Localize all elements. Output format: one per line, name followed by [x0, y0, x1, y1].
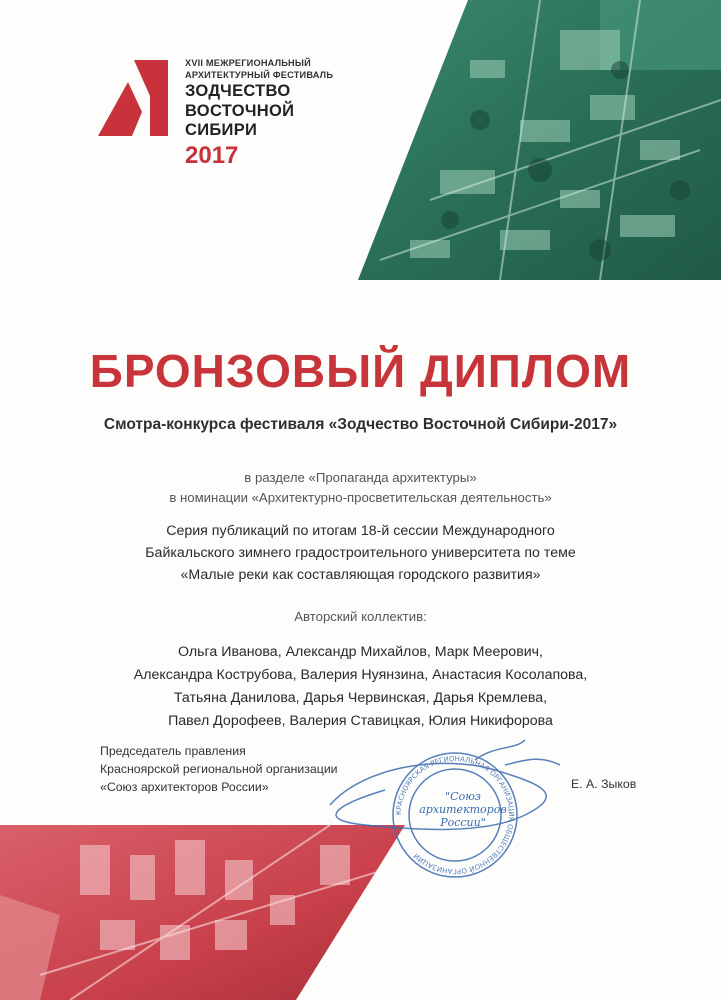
nomination-line: в номинации «Архитектурно-просветительская деятельность» [169, 490, 552, 505]
festival-logo-icon [98, 60, 170, 136]
work-description [0, 520, 721, 586]
festival-line1: XVII МЕЖРЕГИОНАЛЬНЫЙ [185, 58, 311, 68]
chairman-line1: Председатель правления [100, 744, 246, 758]
signer-name: Е. А. Зыков [571, 777, 637, 791]
diploma-title: БРОНЗОВЫЙ ДИПЛОМ [89, 345, 632, 397]
chairman-line2: Красноярской региональной организации [100, 762, 338, 776]
stamp-center-text [418, 790, 508, 829]
chairman-line3: «Союз архитекторов России» [100, 780, 269, 794]
authors-line2: Александра Кострубова, Валерия Нуянзина, Анастасия Косолапова, [133, 667, 588, 683]
authors-line1: Ольга Иванова, Александр Михайлов, Марк Меерович, [178, 644, 543, 660]
festival-name2: ВОСТОЧНОЙ [185, 101, 295, 120]
work-line3: «Малые реки как составляющая городского развития» [180, 567, 541, 583]
festival-year: 2017 [185, 141, 239, 169]
work-line2: Байкальского зимнего градостроительного университета по теме [145, 545, 576, 561]
stamp-center-line1: "Союз [445, 790, 481, 803]
section-line: в разделе «Пропаганда архитектуры» [244, 470, 477, 485]
section-block [0, 468, 721, 508]
festival-name1: ЗОДЧЕСТВО [185, 82, 291, 100]
stamp-center-line2: архитекторов [419, 803, 507, 816]
stamp-ring-text: КРАСНОЯРСКАЯ РЕГИОНАЛЬНАЯ ОРГАНИЗАЦИЯ ОБЩЕСТВЕННОЙ ОРГАНИЗАЦИИ [394, 754, 516, 876]
authors-label: Авторский коллектив: [294, 609, 427, 624]
festival-logo-text [185, 57, 385, 169]
authors-line4: Павел Дорофеев, Валерия Ставицкая, Юлия Никифорова [168, 713, 553, 729]
authors-list [0, 641, 721, 733]
festival-line2: АРХИТЕКТУРНЫЙ ФЕСТИВАЛЬ [185, 70, 334, 80]
chairman-title [100, 742, 338, 796]
diploma-subtitle: Смотра-конкурса фестиваля «Зодчество Восточной Сибири-2017» [103, 416, 618, 433]
festival-name3: СИБИРИ [185, 121, 258, 139]
authors-line3: Татьяна Данилова, Дарья Червинская, Дарья Кремлева, [173, 690, 548, 706]
work-line1: Серия публикаций по итогам 18-й сессии Международного [166, 523, 555, 539]
stamp-center-line3: России" [440, 816, 486, 829]
